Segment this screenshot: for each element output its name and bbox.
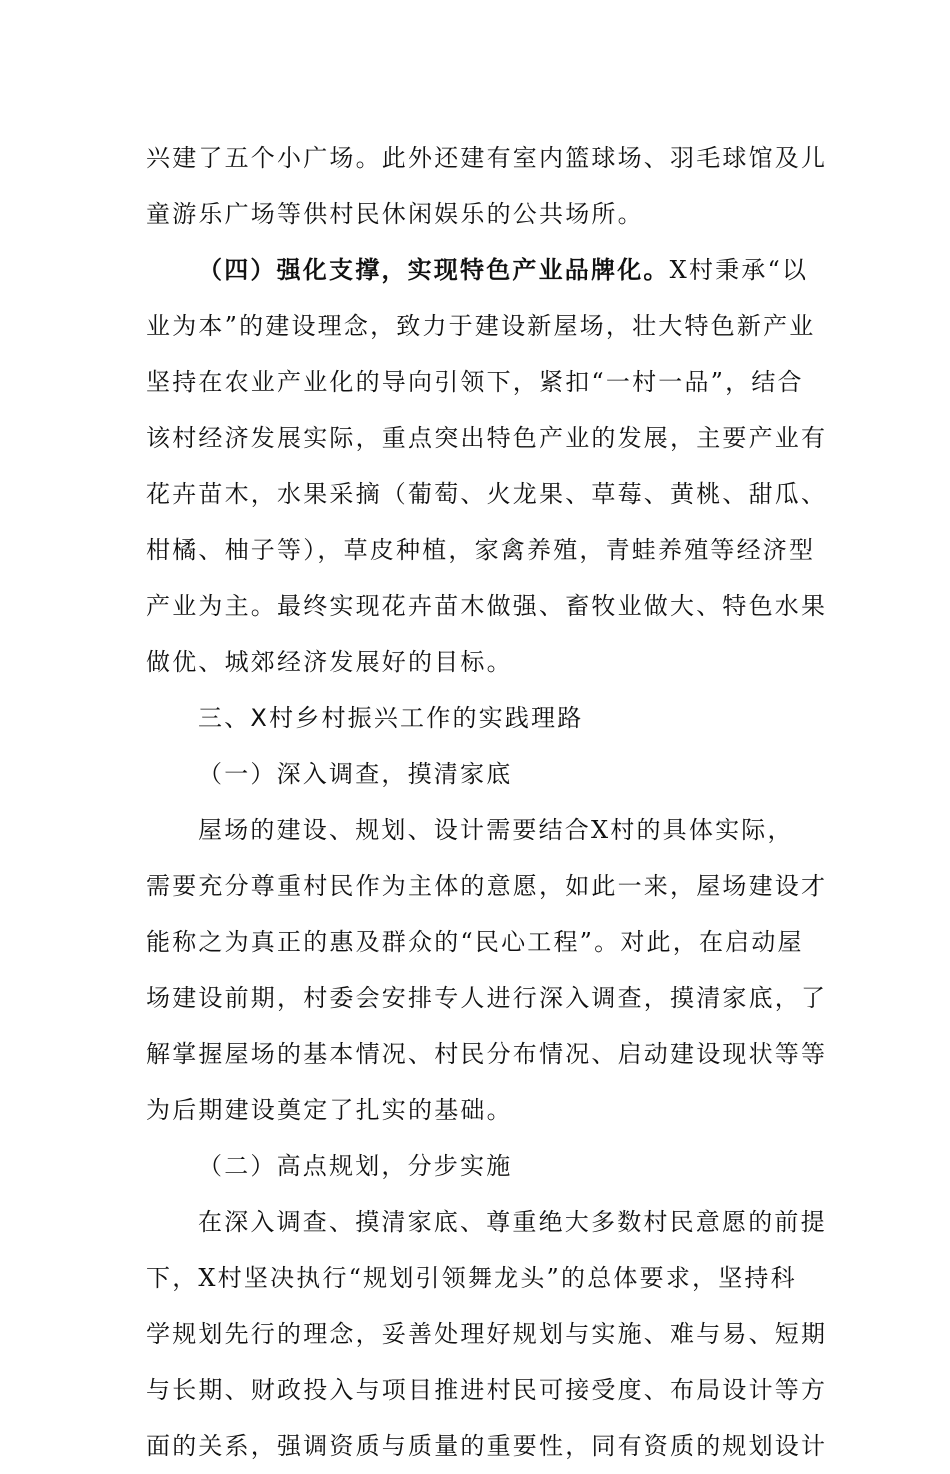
paragraph-line: 兴建了五个小广场。此外还建有室内篮球场、羽毛球馆及儿 <box>146 144 828 172</box>
paragraph-line: 该村经济发展实际，重点突出特色产业的发展，主要产业有 <box>146 424 828 452</box>
paragraph-line <box>146 242 808 298</box>
document-page <box>146 130 828 1474</box>
paragraph-line: 业为本”的建设理念，致力于建设新屋场，壮大特色新产业 <box>146 312 816 340</box>
paragraph-line: 面的关系，强调资质与质量的重要性，同有资质的规划设计 <box>146 1432 828 1460</box>
paragraph-line: 柑橘、柚子等），草皮种植，家禽养殖，青蛙养殖等经济型 <box>146 536 816 564</box>
paragraph-line: 童游乐广场等供村民休闲娱乐的公共场所。 <box>146 200 644 228</box>
paragraph-text: X村秉承“以 <box>669 256 809 284</box>
paragraph-line: 下，X村坚决执行“规划引领舞龙头”的总体要求，坚持科 <box>146 1264 797 1292</box>
paragraph-line: 坚持在农业产业化的导向引领下，紧扣“一村一品”，结合 <box>146 368 804 396</box>
paragraph-line: 学规划先行的理念，妥善处理好规划与实施、难与易、短期 <box>146 1320 828 1348</box>
paragraph-line: 与长期、财政投入与项目推进村民可接受度、布局设计等方 <box>146 1376 828 1404</box>
paragraph-line: 需要充分尊重村民作为主体的意愿，如此一来，屋场建设才 <box>146 872 828 900</box>
paragraph-line: 能称之为真正的惠及群众的“民心工程”。对此，在启动屋 <box>146 928 804 956</box>
paragraph-line: 场建设前期，村委会安排专人进行深入调查，摸清家底，了 <box>146 984 828 1012</box>
subsection-heading: （二）高点规划，分步实施 <box>198 1152 513 1180</box>
paragraph-line: 花卉苗木，水果采摘（葡萄、火龙果、草莓、黄桃、甜瓜、 <box>146 480 828 508</box>
paragraph-line: 屋场的建设、规划、设计需要结合X村的具体实际， <box>198 816 794 844</box>
paragraph-line: 为后期建设奠定了扎实的基础。 <box>146 1096 513 1124</box>
paragraph-line: 在深入调查、摸清家底、尊重绝大多数村民意愿的前提 <box>198 1208 827 1236</box>
subsection-heading: （一）深入调查，摸清家底 <box>198 760 513 788</box>
paragraph-line: 做优、城郊经济发展好的目标。 <box>146 648 513 676</box>
paragraph-line: 解掌握屋场的基本情况、村民分布情况、启动建设现状等等 <box>146 1040 828 1068</box>
section-heading: 三、X村乡村振兴工作的实践理路 <box>198 704 584 732</box>
paragraph-line: 产业为主。最终实现花卉苗木做强、畜牧业做大、特色水果 <box>146 592 828 620</box>
inline-heading: （四）强化支撑，实现特色产业品牌化。 <box>198 255 670 284</box>
